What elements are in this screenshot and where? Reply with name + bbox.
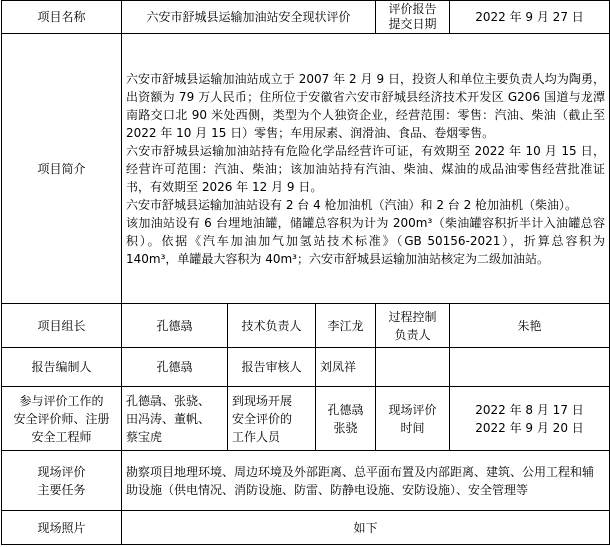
leader-value: 孔德骉	[122, 304, 228, 348]
row-team	[2, 304, 610, 348]
onsite-time-label: 现场评价 时间	[376, 387, 450, 451]
report-date-value: 2022 年 9 月 27 日	[450, 1, 610, 34]
intro-paragraph: 六安市舒城县运输加油站设有 2 台 4 枪加油机（汽油）和 2 台 2 枪加油机（柴油）。	[126, 197, 578, 212]
process-lead-value: 朱艳	[450, 304, 610, 348]
participants-names: 孔德骉、张骁、 田冯涛、董帆、 蔡宝虎	[122, 387, 228, 451]
project-name-value: 六安市舒城县运输加油站安全现状评价	[122, 1, 376, 34]
report-author-label: 报告编制人	[2, 348, 122, 387]
row-project-intro	[2, 34, 610, 304]
evaluation-info-table	[1, 0, 610, 545]
report-author-value: 孔德骉	[122, 348, 228, 387]
row-project-name	[2, 1, 610, 34]
process-lead-label: 过程控制 负责人	[376, 304, 450, 348]
intro-paragraph: 六安市舒城县运输加油站成立于 2007 年 2 月 9 日，投资人和单位主要负责人均为陶勇，出资额为 79 万人民币；住所位于安徽省六安市舒城县经济技术开发区 G206 国道与龙潭南路交口北 90 米处西侧，类型为个人独资企业，经营范围：零售：汽油、柴油（截止至 2022 年 10 月 15 日）零售；车用尿素、润滑油、食品、卷烟零售。	[126, 71, 606, 140]
participants-label: 参与评价工作的 安全评价师、注册 安全工程师	[2, 387, 122, 451]
tasks-label: 现场评价 主要任务	[2, 451, 122, 511]
row-photos	[2, 511, 610, 545]
project-name-label: 项目名称	[2, 1, 122, 34]
tech-lead-label: 技术负责人	[228, 304, 316, 348]
onsite-time-value: 2022 年 8 月 17 日 2022 年 9 月 20 日	[450, 387, 610, 451]
onsite-staff-value: 孔德骉 张骁	[316, 387, 376, 451]
report-reviewer-value: 刘凤祥	[316, 348, 376, 387]
report-reviewer-label: 报告审核人	[228, 348, 316, 387]
onsite-staff-label: 到现场开展 安全评价的 工作人员	[228, 387, 316, 451]
tasks-value: 勘察项目地理环境、周边环境及外部距离、总平面布置及内部距离、建筑、公用工程和辅助设施（供电情况、消防设施、防雷、防静电设施、安防设施）、安全管理等	[122, 451, 610, 511]
photos-label: 现场照片	[2, 511, 122, 545]
row-participants	[2, 387, 610, 451]
photos-value: 如下	[122, 511, 610, 545]
leader-label: 项目组长	[2, 304, 122, 348]
row-report	[2, 348, 610, 387]
row-tasks	[2, 451, 610, 511]
project-intro-label: 项目简介	[2, 34, 122, 304]
intro-paragraph: 该加油站设有 6 台埋地油罐，储罐总容积为计为 200m³（柴油罐容积折半计入油罐总容积）。依据《汽车加油加气加氢站技术标准》（GB 50156-2021），折算总容积为 140m³，单罐最大容积为 40m³；六安市舒城县运输加油站核定为二级加油站。	[126, 215, 606, 266]
report-empty-cell-1	[376, 348, 450, 387]
tech-lead-value: 李江龙	[316, 304, 376, 348]
report-date-label: 评价报告 提交日期	[376, 1, 450, 34]
project-intro-body	[122, 34, 610, 304]
report-empty-cell-2	[450, 348, 610, 387]
intro-paragraph: 六安市舒城县运输加油站持有危险化学品经营许可证，有效期至 2022 年 10 月 15 日，经营许可范围：汽油、柴油；该加油站持有汽油、柴油、煤油的成品油零售经营批准证书，有效期至 2026 年 12 月 9 日。	[126, 143, 606, 194]
